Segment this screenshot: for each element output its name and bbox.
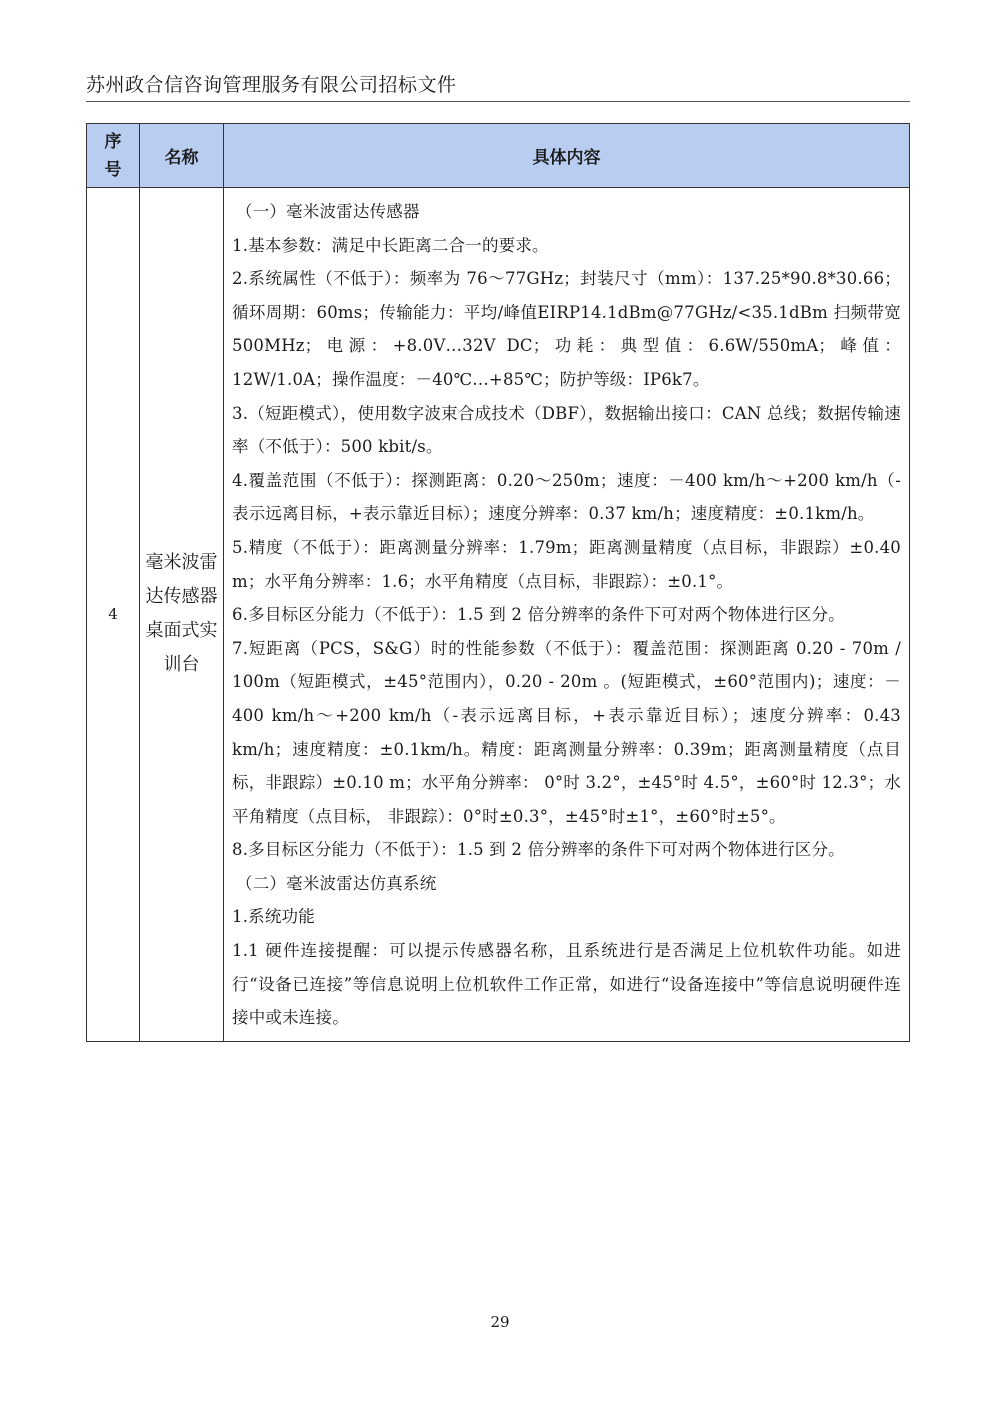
column-header-seq-label: 序号 — [104, 131, 122, 180]
column-header-name: 名称 — [140, 124, 224, 188]
page-number: 29 — [490, 1313, 510, 1331]
content-heading-radar-sensor: （一）毫米波雷达传感器 — [236, 202, 420, 221]
row-index: 4 — [87, 188, 140, 1042]
specification-table — [86, 123, 910, 1042]
row-item-name-text: 毫米波雷达传感器桌面式实训台 — [145, 552, 218, 676]
document-header-title: 苏州政合信咨询管理服务有限公司招标文件 — [86, 74, 457, 96]
row-content — [224, 188, 910, 1042]
content-paragraph: 1.1 硬件连接提醒：可以提示传感器名称，且系统进行是否满足上位机软件功能。如进行“设备已连接”等信息说明上位机软件工作正常，如进行“设备连接中”等信息说明硬件连接中或未连接。 — [232, 941, 901, 1028]
content-paragraph: 4.覆盖范围（不低于）：探测距离：0.20～250m；速度：－400 km/h～+200 km/h（-表示远离目标，+表示靠近目标）；速度分辨率：0.37 km/h；速度精度：±0.1km/h。 — [232, 470, 901, 524]
header-divider — [86, 101, 910, 102]
row-item-name — [140, 188, 224, 1042]
column-header-seq — [87, 124, 140, 188]
content-paragraph: 2.系统属性（不低于）：频率为 76～77GHz；封装尺寸（mm）：137.25*90.8*30.66；循环周期：60ms；传输能力：平均/峰值EIRP14.1dBm@77GHz/<35.1dBm 扫频带宽 500MHz；电源：+8.0V…32V DC；功耗：典型值：6.6W/550mA；峰值：12W/1.0A；操作温度：－40℃…+85℃；防护等级：IP6k7。 — [232, 269, 901, 389]
table-row — [87, 188, 910, 1042]
content-paragraph: 8.多目标区分能力（不低于）：1.5 到 2 倍分辨率的条件下可对两个物体进行区分。 — [232, 840, 845, 860]
table-header-row — [87, 124, 910, 188]
content-paragraph: 3.（短距模式），使用数字波束合成技术（DBF），数据输出接口：CAN 总线；数据传输速率（不低于）：500 kbit/s。 — [232, 403, 901, 457]
content-paragraph: 5.精度（不低于）：距离测量分辨率：1.79m；距离测量精度（点目标，非跟踪）±0.40 m；水平角分辨率：1.6；水平角精度（点目标，非跟踪）：±0.1°。 — [232, 537, 901, 591]
content-paragraph: 7.短距离（PCS，S&G）时的性能参数（不低于）：覆盖范围：探测距离 0.20 - 70m / 100m（短距模式，±45°范围内），0.20 - 20m 。(短距模式，±60°范围内)；速度：－400 km/h～+200 km/h（-表示远离目标，+表示靠近目标）；速度分辨率：0.43 km/h；速度精度：±0.1km/h。精度：距离测量分辨率：0.39m；距离测量精度（点目标，非跟踪）±0.10 m；水平角分辨率： 0°时 3.2°，±45°时 4.5°，±60°时 12.3°；水平角精度（点目标， 非跟踪）：0°时±0.3°，±45°时±1°，±60°时±5°。 — [232, 638, 901, 826]
content-paragraph: 1.系统功能 — [232, 907, 315, 927]
content-paragraph: 6.多目标区分能力（不低于）：1.5 到 2 倍分辨率的条件下可对两个物体进行区分。 — [232, 605, 845, 625]
content-paragraph: 1.基本参数：满足中长距离二合一的要求。 — [232, 235, 549, 255]
column-header-content: 具体内容 — [224, 124, 910, 188]
content-heading-simulation-system: （二）毫米波雷达仿真系统 — [236, 873, 437, 893]
